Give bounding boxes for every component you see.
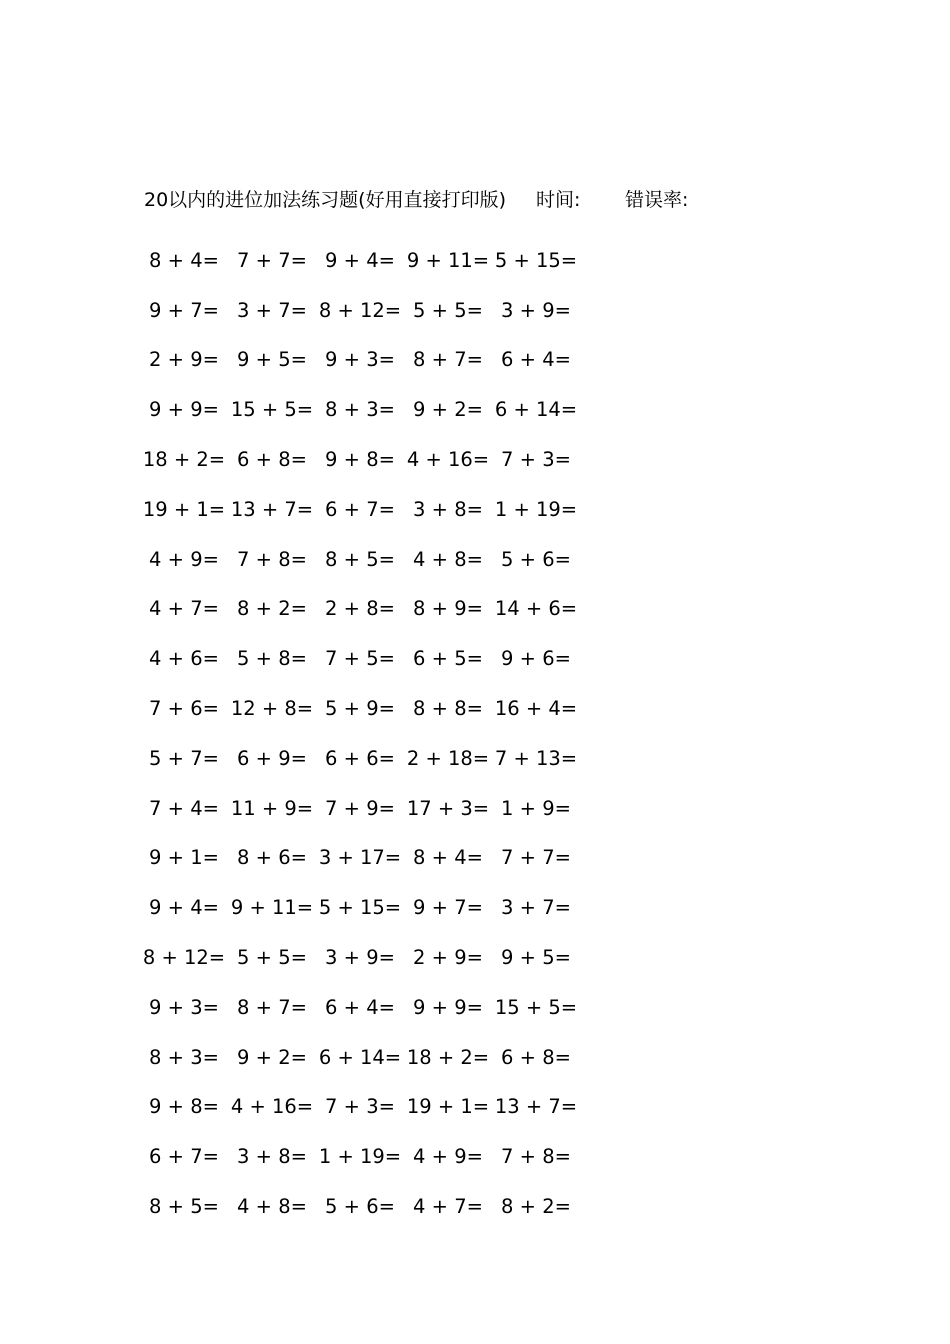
addition-problem: 8 + 5= (149, 1195, 219, 1219)
problem-row (140, 734, 600, 784)
addition-problem: 19 + 1= (142, 497, 226, 521)
addition-problem: 3 + 17= (318, 846, 402, 870)
addition-problem: 6 + 4= (501, 348, 571, 372)
addition-problem: 7 + 5= (325, 647, 395, 671)
problem-row (140, 236, 600, 286)
problem-row (140, 634, 600, 684)
addition-problem: 8 + 6= (237, 846, 307, 870)
addition-problem: 8 + 5= (325, 547, 395, 571)
addition-problem: 5 + 15= (494, 248, 578, 272)
addition-problem: 9 + 8= (325, 448, 395, 472)
addition-problem: 3 + 9= (501, 298, 571, 322)
addition-problem: 15 + 5= (494, 995, 578, 1019)
addition-problem: 4 + 16= (406, 448, 490, 472)
addition-problem: 6 + 8= (237, 448, 307, 472)
addition-problem: 7 + 8= (501, 1145, 571, 1169)
addition-problem: 4 + 7= (413, 1195, 483, 1219)
addition-problem: 9 + 5= (501, 946, 571, 970)
addition-problem: 5 + 7= (149, 746, 219, 770)
problem-row (140, 883, 600, 933)
addition-problem: 6 + 6= (325, 746, 395, 770)
addition-problem: 17 + 3= (406, 796, 490, 820)
addition-problem: 9 + 8= (149, 1095, 219, 1119)
addition-problem: 19 + 1= (406, 1095, 490, 1119)
addition-problem: 8 + 7= (237, 995, 307, 1019)
time-label: 时间: (536, 189, 581, 211)
addition-problem: 18 + 2= (142, 448, 226, 472)
problem-row (140, 1033, 600, 1083)
addition-problem: 3 + 9= (325, 946, 395, 970)
addition-problem: 9 + 1= (149, 846, 219, 870)
addition-problem: 5 + 6= (325, 1195, 395, 1219)
addition-problem: 2 + 18= (406, 746, 490, 770)
addition-problem: 9 + 9= (413, 995, 483, 1019)
problem-row (140, 336, 600, 386)
addition-problem: 2 + 8= (325, 597, 395, 621)
addition-problem: 16 + 4= (494, 697, 578, 721)
addition-problem: 4 + 9= (413, 1145, 483, 1169)
addition-problem: 7 + 3= (325, 1095, 395, 1119)
addition-problem: 8 + 3= (149, 1045, 219, 1069)
problem-row (140, 1182, 600, 1232)
addition-problem: 8 + 2= (237, 597, 307, 621)
addition-problem: 7 + 13= (494, 746, 578, 770)
addition-problem: 5 + 9= (325, 697, 395, 721)
addition-problem: 6 + 14= (494, 398, 578, 422)
addition-problem: 5 + 6= (501, 547, 571, 571)
addition-problem: 3 + 8= (237, 1145, 307, 1169)
addition-problem: 8 + 4= (413, 846, 483, 870)
addition-problem: 4 + 7= (149, 597, 219, 621)
addition-problem: 6 + 9= (237, 746, 307, 770)
addition-problem: 6 + 14= (318, 1045, 402, 1069)
addition-problem: 7 + 7= (501, 846, 571, 870)
addition-problem: 8 + 3= (325, 398, 395, 422)
problem-row (140, 784, 600, 834)
addition-problem: 7 + 7= (237, 248, 307, 272)
addition-problem: 9 + 6= (501, 647, 571, 671)
addition-problem: 9 + 2= (237, 1045, 307, 1069)
addition-problem: 13 + 7= (230, 497, 314, 521)
problem-row (140, 933, 600, 983)
addition-problem: 3 + 7= (501, 896, 571, 920)
addition-problem: 4 + 6= (149, 647, 219, 671)
addition-problem: 8 + 2= (501, 1195, 571, 1219)
addition-problem: 9 + 2= (413, 398, 483, 422)
addition-problem: 1 + 9= (501, 796, 571, 820)
problem-row (140, 535, 600, 585)
addition-problem: 7 + 3= (501, 448, 571, 472)
addition-problem: 9 + 4= (325, 248, 395, 272)
problem-row (140, 585, 600, 635)
addition-problem: 14 + 6= (494, 597, 578, 621)
addition-problem: 5 + 5= (237, 946, 307, 970)
addition-problem: 7 + 8= (237, 547, 307, 571)
addition-problem: 4 + 9= (149, 547, 219, 571)
error-rate-label: 错误率: (625, 189, 689, 211)
addition-problem: 9 + 5= (237, 348, 307, 372)
addition-problem: 9 + 3= (149, 995, 219, 1019)
addition-problem: 6 + 8= (501, 1045, 571, 1069)
addition-problem: 9 + 7= (413, 896, 483, 920)
addition-problem: 4 + 8= (413, 547, 483, 571)
problem-grid (140, 236, 600, 1232)
addition-problem: 9 + 3= (325, 348, 395, 372)
addition-problem: 9 + 7= (149, 298, 219, 322)
addition-problem: 9 + 11= (406, 248, 490, 272)
addition-problem: 3 + 7= (237, 298, 307, 322)
addition-problem: 1 + 19= (318, 1145, 402, 1169)
addition-problem: 3 + 8= (413, 497, 483, 521)
addition-problem: 5 + 15= (318, 896, 402, 920)
addition-problem: 7 + 4= (149, 796, 219, 820)
problem-row (140, 435, 600, 485)
addition-problem: 6 + 7= (149, 1145, 219, 1169)
addition-problem: 7 + 9= (325, 796, 395, 820)
addition-problem: 6 + 4= (325, 995, 395, 1019)
addition-problem: 9 + 11= (230, 896, 314, 920)
addition-problem: 13 + 7= (494, 1095, 578, 1119)
addition-problem: 15 + 5= (230, 398, 314, 422)
problem-row (140, 286, 600, 336)
addition-problem: 8 + 12= (142, 946, 226, 970)
addition-problem: 4 + 8= (237, 1195, 307, 1219)
addition-problem: 12 + 8= (230, 697, 314, 721)
problem-row (140, 485, 600, 535)
problem-row (140, 834, 600, 884)
addition-problem: 4 + 16= (230, 1095, 314, 1119)
addition-problem: 8 + 9= (413, 597, 483, 621)
addition-problem: 8 + 8= (413, 697, 483, 721)
addition-problem: 2 + 9= (413, 946, 483, 970)
addition-problem: 2 + 9= (149, 348, 219, 372)
addition-problem: 11 + 9= (230, 796, 314, 820)
problem-row (140, 385, 600, 435)
problem-row (140, 983, 600, 1033)
problem-row (140, 1083, 600, 1133)
problem-row (140, 1132, 600, 1182)
addition-problem: 7 + 6= (149, 697, 219, 721)
worksheet-title: 20以内的进位加法练习题(好用直接打印版) (144, 189, 507, 211)
addition-problem: 6 + 5= (413, 647, 483, 671)
addition-problem: 18 + 2= (406, 1045, 490, 1069)
problem-row (140, 684, 600, 734)
addition-problem: 6 + 7= (325, 497, 395, 521)
addition-problem: 8 + 4= (149, 248, 219, 272)
addition-problem: 9 + 9= (149, 398, 219, 422)
addition-problem: 1 + 19= (494, 497, 578, 521)
addition-problem: 8 + 7= (413, 348, 483, 372)
addition-problem: 5 + 8= (237, 647, 307, 671)
addition-problem: 5 + 5= (413, 298, 483, 322)
addition-problem: 8 + 12= (318, 298, 402, 322)
addition-problem: 9 + 4= (149, 896, 219, 920)
